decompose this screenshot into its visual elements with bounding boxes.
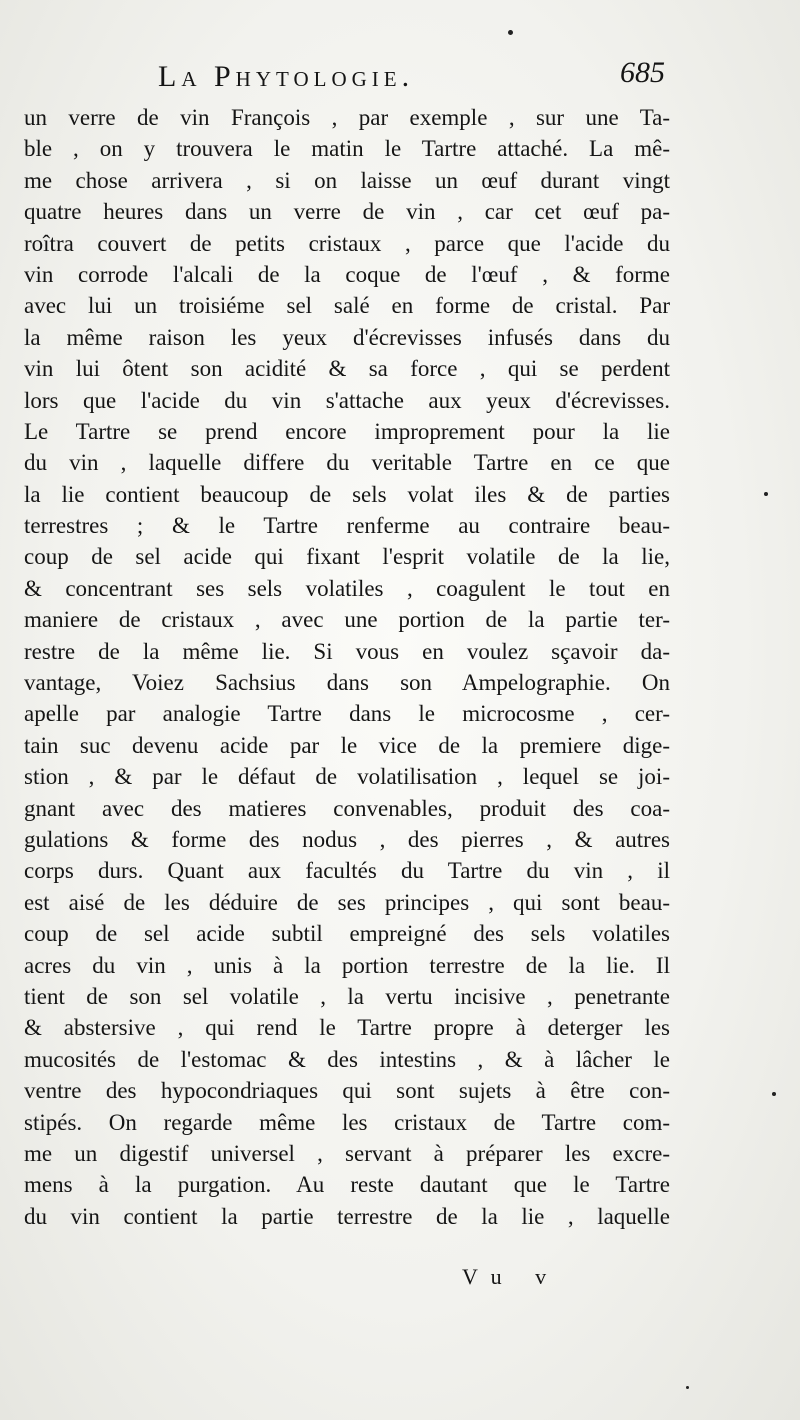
text-line: est aisé de les déduire de ses principes , qui sont beau- — [24, 889, 670, 915]
body-text — [24, 102, 670, 1232]
text-line: stipés. On regarde même les cristaux de Tartre com- — [24, 1109, 670, 1135]
paper-speck — [508, 30, 513, 35]
text-line: lors que l'acide du vin s'attache aux yeux d'écrevisses. — [24, 387, 670, 413]
text-line: & concentrant ses sels volatiles , coagulent le tout en — [24, 575, 670, 601]
text-line: ventre des hypocondriaques qui sont sujets à être con- — [24, 1078, 670, 1104]
page-number: 685 — [620, 56, 665, 89]
text-line: roîtra couvert de petits cristaux , parce que l'acide du — [24, 230, 670, 256]
text-line: un verre de vin François , par exemple , sur une Ta- — [24, 105, 670, 130]
text-line: vin lui ôtent son acidité & sa force , qui se perdent — [24, 356, 670, 382]
text-line: vantage, Voiez Sachsius dans son Ampelographie. On — [24, 670, 670, 696]
text-line: gnant avec des matieres convenables, produit des coa- — [24, 795, 670, 821]
text-line: restre de la même lie. Si vous en voulez sçavoir da- — [24, 638, 670, 664]
paper-speck — [772, 1092, 776, 1096]
text-line: mens à la purgation. Au reste dautant que le Tartre — [24, 1172, 670, 1198]
text-line: coup de sel acide subtil empreigné des sels volatiles — [24, 921, 670, 947]
paper-speck — [764, 492, 768, 496]
text-line: vin corrode l'alcali de la coque de l'œuf , & forme — [24, 261, 670, 287]
text-line: acres du vin , unis à la portion terrestre de la lie. Il — [24, 952, 670, 978]
running-title: La Phytologie. — [158, 60, 415, 93]
paper-speck — [686, 1386, 689, 1389]
text-line: stion , & par le défaut de volatilisation , lequel se joi- — [24, 764, 670, 790]
text-line: la lie contient beaucoup de sels volat iles & de parties — [24, 481, 670, 507]
text-line: terrestres ; & le Tartre renferme au contraire beau- — [24, 513, 670, 539]
text-line: Le Tartre se prend encore improprement pour la lie — [24, 418, 670, 444]
signature-mark: Vu v — [462, 1264, 561, 1289]
text-line: quatre heures dans un verre de vin , car cet œuf pa- — [24, 199, 670, 225]
text-line: corps durs. Quant aux facultés du Tartre du vin , il — [24, 858, 670, 884]
text-line: coup de sel acide qui fixant l'esprit volatile de la lie, — [24, 544, 670, 570]
text-line: & abstersive , qui rend le Tartre propre à deterger les — [24, 1015, 670, 1041]
text-line: tain suc devenu acide par le vice de la premiere dige- — [24, 732, 670, 758]
text-line: du vin , laquelle differe du veritable Tartre en ce que — [24, 450, 670, 476]
text-line: gulations & forme des nodus , des pierres , & autres — [24, 826, 670, 852]
text-line: ble , on y trouvera le matin le Tartre attaché. La mê- — [24, 136, 670, 162]
text-line: mucosités de l'estomac & des intestins , & à lâcher le — [24, 1046, 670, 1072]
text-line: apelle par analogie Tartre dans le microcosme , cer- — [24, 701, 670, 727]
page-header — [0, 56, 800, 96]
text-line: la même raison les yeux d'écrevisses infusés dans du — [24, 324, 670, 350]
text-line: du vin contient la partie terrestre de la lie , laquelle — [24, 1203, 670, 1229]
text-line: me un digestif universel , servant à préparer les excre- — [24, 1140, 670, 1166]
text-line: me chose arrivera , si on laisse un œuf durant vingt — [24, 167, 670, 193]
text-line: avec lui un troisiéme sel salé en forme de cristal. Par — [24, 293, 670, 319]
text-line: tient de son sel volatile , la vertu incisive , penetrante — [24, 983, 670, 1009]
text-line: maniere de cristaux , avec une portion de la partie ter- — [24, 607, 670, 633]
